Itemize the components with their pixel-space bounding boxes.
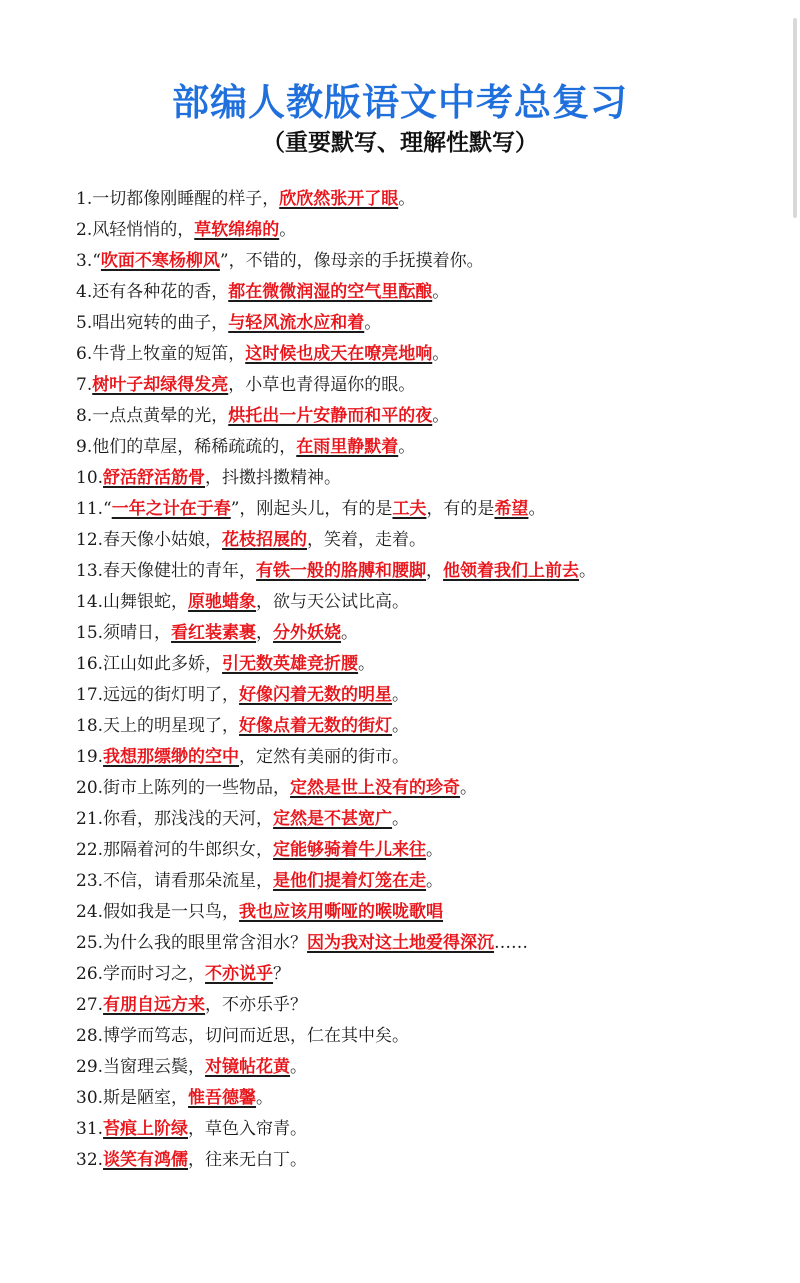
prompt-text: 18.天上的明星现了， [76, 716, 240, 736]
prompt-text: 29.当窗理云鬓， [76, 1057, 206, 1077]
answer-text: 原驰蜡象 [188, 592, 257, 612]
prompt-text: 7. [76, 375, 93, 395]
list-item [76, 184, 776, 215]
prompt-text: 。 [392, 716, 410, 736]
prompt-text: 6.牛背上牧童的短笛， [76, 344, 246, 364]
prompt-text: 。 [290, 1057, 308, 1077]
prompt-text: 14.山舞银蛇， [76, 592, 189, 612]
list-item [76, 990, 776, 1021]
prompt-text: ？ [273, 964, 291, 984]
prompt-text: 22.那隔着河的牛郎织女， [76, 840, 274, 860]
list-item [76, 277, 776, 308]
answer-text: 谈笑有鸿儒 [103, 1150, 189, 1170]
prompt-text: ，抖擞抖擞精神。 [205, 468, 342, 488]
answer-text: 与轻风流水应和着 [228, 313, 365, 333]
list-item [76, 928, 776, 959]
prompt-text: 20.街市上陈列的一些物品， [76, 778, 291, 798]
prompt-text: 9.他们的草屋，稀稀疏疏的， [76, 437, 297, 457]
answer-text: 我想那缥缈的空中 [103, 747, 240, 767]
list-item [76, 1052, 776, 1083]
prompt-text: 12.春天像小姑娘， [76, 530, 223, 550]
answer-text: 有铁一般的胳膊和腰脚 [256, 561, 427, 581]
prompt-text: 21.你看，那浅浅的天河， [76, 809, 274, 829]
prompt-text: ， [256, 623, 274, 643]
page-subtitle: （重要默写、理解性默写） [262, 130, 538, 156]
list-item [76, 1083, 776, 1114]
list-item [76, 370, 776, 401]
answer-text: 工夫 [392, 499, 427, 519]
prompt-text: 。 [460, 778, 478, 798]
list-item [76, 773, 776, 804]
list-item [76, 618, 776, 649]
answer-text: 好像闪着无数的明星 [239, 685, 393, 705]
prompt-text: 8.一点点黄晕的光， [76, 406, 229, 426]
list-item [76, 587, 776, 618]
prompt-text: 27. [76, 995, 104, 1015]
prompt-text: ，欲与天公试比高。 [256, 592, 410, 612]
answer-text: 惟吾德馨 [188, 1088, 257, 1108]
prompt-text: 13.春天像健壮的青年， [76, 561, 257, 581]
prompt-text: ”，不错的，像母亲的手抚摸着你。 [219, 251, 484, 271]
answer-text: 定然是世上没有的珍奇 [290, 778, 461, 798]
list-item [76, 339, 776, 370]
prompt-text: 16.江山如此多娇， [76, 654, 223, 674]
page-title: 部编人教版语文中考总复习 [172, 81, 628, 124]
prompt-text: 24.假如我是一只鸟， [76, 902, 240, 922]
prompt-text: 23.不信，请看那朵流星， [76, 871, 274, 891]
answer-text: 对镜帖花黄 [205, 1057, 291, 1077]
prompt-text: 。 [426, 840, 444, 860]
prompt-text: 32. [76, 1150, 104, 1170]
answer-text: 希望 [494, 499, 529, 519]
prompt-text: 。 [398, 189, 416, 209]
prompt-text: 。 [528, 499, 546, 519]
answer-text: 吹面不寒杨柳风 [100, 251, 220, 271]
prompt-text: 。 [358, 654, 376, 674]
prompt-text: 。 [398, 437, 416, 457]
prompt-text: 17.远远的街灯明了， [76, 685, 240, 705]
list-item [76, 866, 776, 897]
prompt-text: 。 [392, 809, 410, 829]
list-item [76, 680, 776, 711]
answer-text: 是他们提着灯笼在走 [273, 871, 427, 891]
prompt-text: ， [426, 561, 444, 581]
list-item [76, 463, 776, 494]
answer-text: 好像点着无数的街灯 [239, 716, 393, 736]
list-item [76, 959, 776, 990]
list-item [76, 246, 776, 277]
list-item [76, 742, 776, 773]
answer-text: 草软绵绵的 [194, 220, 280, 240]
answer-text: 分外妖娆 [273, 623, 342, 643]
prompt-text: 4.还有各种花的香， [76, 282, 229, 302]
list-item [76, 401, 776, 432]
prompt-text: 31. [76, 1119, 104, 1139]
list-item [76, 308, 776, 339]
list-item [76, 1145, 776, 1176]
list-item [76, 556, 776, 587]
prompt-text: 19. [76, 747, 104, 767]
list-item [76, 494, 776, 525]
answer-text: 苔痕上阶绿 [103, 1119, 189, 1139]
answer-text: 树叶子却绿得发亮 [92, 375, 229, 395]
prompt-text: ，草色入帘青。 [188, 1119, 308, 1139]
answer-text: 因为我对这土地爱得深沉 [307, 933, 495, 953]
answer-text: 花枝招展的 [222, 530, 308, 550]
prompt-text: 10. [76, 468, 104, 488]
list-item [76, 804, 776, 835]
answer-text: 在雨里静默着 [296, 437, 399, 457]
answer-text: 看红装素裹 [171, 623, 257, 643]
prompt-text: ，往来无白丁。 [188, 1150, 308, 1170]
list-item [76, 897, 776, 928]
list-item [76, 1021, 776, 1052]
answer-text: 不亦说乎 [205, 964, 274, 984]
answer-text: 舒活舒活筋骨 [103, 468, 206, 488]
prompt-text: 。 [426, 871, 444, 891]
prompt-text: 25.为什么我的眼里常含泪水？ [76, 933, 308, 953]
list-item [76, 432, 776, 463]
prompt-text: 。 [432, 282, 450, 302]
list-item [76, 835, 776, 866]
prompt-text: ，笑着，走着。 [307, 530, 427, 550]
prompt-text: ，不亦乐乎？ [205, 995, 308, 1015]
prompt-text: 。 [432, 344, 450, 364]
list-item [76, 711, 776, 742]
prompt-text: 。 [256, 1088, 274, 1108]
answer-text: 他领着我们上前去 [443, 561, 580, 581]
prompt-text: 。 [364, 313, 382, 333]
answer-text: 都在微微润湿的空气里酝酿 [228, 282, 433, 302]
prompt-text: 30.斯是陋室， [76, 1088, 189, 1108]
prompt-text: ，小草也青得逼你的眼。 [228, 375, 416, 395]
list-item [76, 1114, 776, 1145]
prompt-text: 5.唱出宛转的曲子， [76, 313, 229, 333]
prompt-text: 。 [279, 220, 297, 240]
answer-text: 引无数英雄竞折腰 [222, 654, 359, 674]
prompt-text: 26.学而时习之， [76, 964, 206, 984]
prompt-text: 11.“ [76, 499, 112, 519]
list-item [76, 649, 776, 680]
answer-text: 烘托出一片安静而和平的夜 [228, 406, 433, 426]
prompt-text: 15.须晴日， [76, 623, 172, 643]
answer-text: 定能够骑着牛儿来往 [273, 840, 427, 860]
prompt-text: 3.“ [76, 251, 101, 271]
answer-text: 定然是不甚宽广 [273, 809, 393, 829]
answer-text: 有朋自远方来 [103, 995, 206, 1015]
prompt-text: …… [494, 933, 529, 953]
list-item [76, 215, 776, 246]
answer-text: 这时候也成天在嘹亮地响 [245, 344, 433, 364]
prompt-text: ，定然有美丽的街市。 [239, 747, 410, 767]
prompt-text: 。 [341, 623, 359, 643]
answer-text: 我也应该用嘶哑的喉咙歌唱 [239, 902, 444, 922]
prompt-text: 28.博学而笃志，切问而近思，仁在其中矣。 [76, 1026, 410, 1046]
prompt-text: ”，刚起头儿，有的是 [230, 499, 393, 519]
prompt-text: ，有的是 [426, 499, 495, 519]
prompt-text: 。 [432, 406, 450, 426]
prompt-text: 2.风轻悄悄的， [76, 220, 195, 240]
prompt-text: 。 [579, 561, 597, 581]
prompt-text: 1.一切都像刚睡醒的样子， [76, 189, 280, 209]
answer-text: 一年之计在于春 [111, 499, 231, 519]
list-item [76, 525, 776, 556]
prompt-text: 。 [392, 685, 410, 705]
dictation-list [76, 184, 776, 1176]
answer-text: 欣欣然张开了眼 [279, 189, 399, 209]
